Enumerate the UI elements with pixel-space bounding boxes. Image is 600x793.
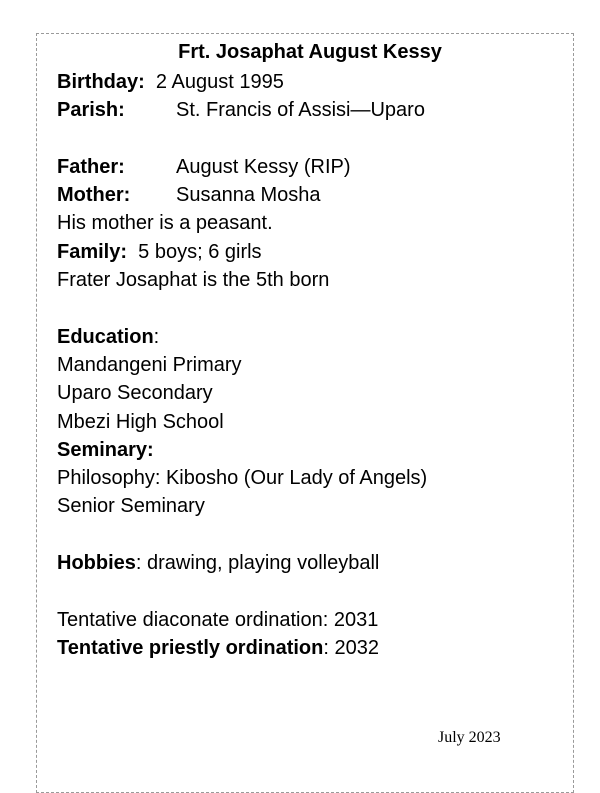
birth-order: Frater Josaphat is the 5th born: [57, 269, 330, 292]
spacer: [57, 521, 557, 549]
education-heading: [57, 323, 557, 351]
parish-value: St. Francis of Assisi—Uparo: [176, 99, 425, 122]
hobbies-row: [57, 549, 557, 577]
spacer: [57, 577, 557, 605]
seminary-item: Senior Seminary: [57, 495, 205, 518]
education-label: Education: [57, 325, 154, 348]
seminary-label: Seminary:: [57, 438, 154, 461]
hobbies-label: Hobbies: [57, 552, 136, 575]
spacer: [57, 125, 557, 153]
priestly-row: [57, 634, 557, 662]
seminary-heading: [57, 436, 557, 464]
birthday-row: [57, 68, 557, 96]
education-school: Mbezi High School: [57, 410, 224, 433]
profile-content: [57, 36, 557, 662]
parish-label: Parish:: [57, 99, 125, 122]
priestly-value: : 2032: [323, 636, 379, 659]
priestly-label: Tentative priestly ordination: [57, 636, 324, 659]
father-label: Father:: [57, 155, 125, 178]
seminary-item: Philosophy: Kibosho (Our Lady of Angels): [57, 467, 428, 490]
father-value: August Kessy (RIP): [176, 155, 351, 178]
mother-value: Susanna Mosha: [176, 184, 321, 207]
parish-row: [57, 96, 557, 124]
mother-label: Mother:: [57, 184, 131, 207]
education-school: Mandangeni Primary: [57, 353, 242, 376]
mother-row: [57, 181, 557, 209]
hobbies-value: : drawing, playing volleyball: [135, 552, 380, 575]
profile-title: Frt. Josaphat August Kessy: [178, 41, 442, 63]
birthday-label: Birthday:: [57, 71, 145, 93]
birthday-value: 2 August 1995: [155, 71, 284, 93]
spacer: [57, 294, 557, 322]
footer-date: July 2023: [438, 729, 501, 746]
family-label: Family:: [57, 240, 128, 263]
education-colon: :: [153, 325, 160, 348]
mother-note: His mother is a peasant.: [57, 212, 273, 235]
diaconate-row: Tentative diaconate ordination: 2031: [57, 608, 379, 631]
family-row: [57, 238, 557, 266]
education-school: Uparo Secondary: [57, 382, 213, 405]
father-row: [57, 153, 557, 181]
family-value: 5 boys; 6 girls: [138, 240, 262, 263]
